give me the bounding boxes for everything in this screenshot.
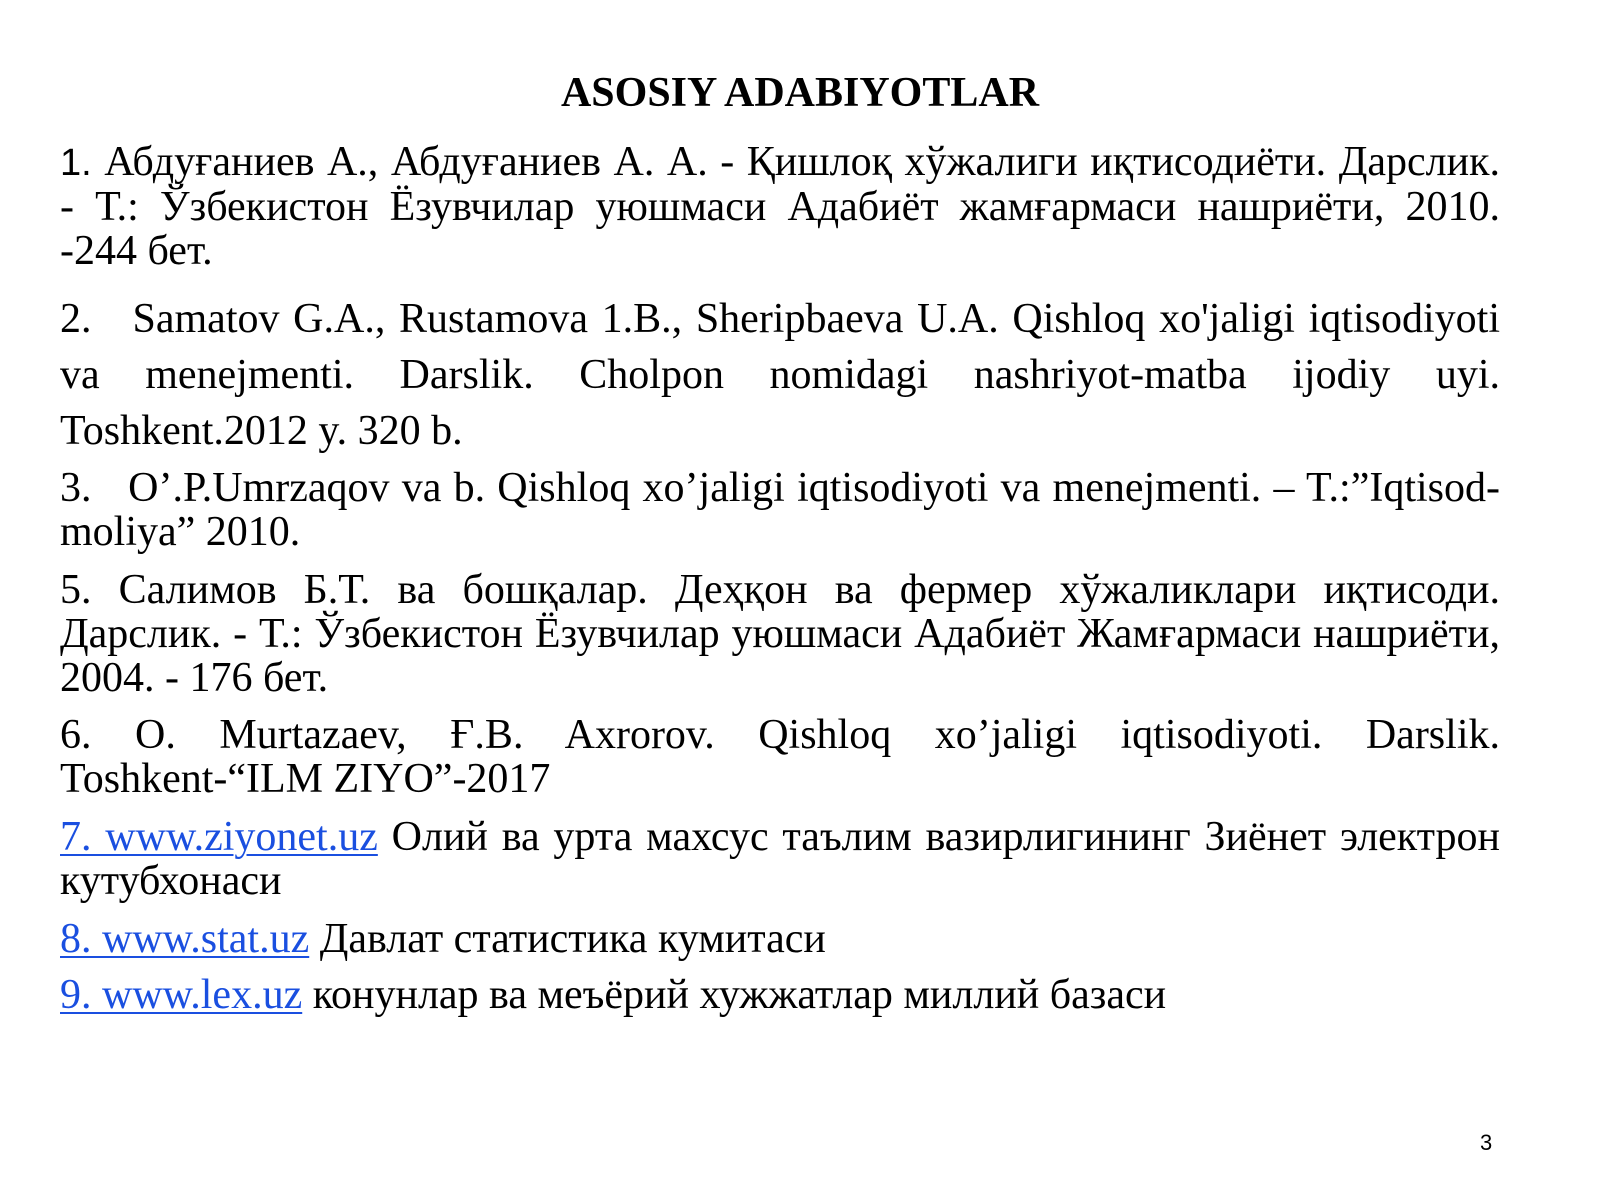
reference-text: Олий ва урта махсус таълим вазирлигининг Зиёнет электрон кутубхонаси bbox=[60, 814, 1501, 904]
reference-text: Давлат статистика кумитаси bbox=[309, 916, 826, 962]
reference-item-9 bbox=[60, 973, 1500, 1017]
reference-item-5 bbox=[60, 568, 1500, 700]
reference-text: 3. O’.P.Umrzaqov va b. Qishloq xo’jaligi iqtisodiyoti va menejmenti. – T.:”Iqtisod-moliya” 2010. bbox=[60, 465, 1500, 555]
reference-text: 2. Samatov G.A., Rustamova 1.B., Sheripbaeva U.A. Qishloq xo'jaligi iqtisodiyoti va menejmenti. Darslik. Cholpon nomidagi nashriyot-matba ijodiy uyi. Toshkent.2012 y. 320 b. bbox=[60, 296, 1500, 454]
page-title: ASOSIY ADABIYOTLAR bbox=[560, 70, 1040, 116]
reference-item-1 bbox=[60, 140, 1500, 273]
lex-link[interactable]: 9. www.lex.uz bbox=[60, 972, 303, 1018]
reference-text: конунлар ва меъёрий хужжатлар миллий базаси bbox=[302, 972, 1167, 1018]
reference-item-3 bbox=[60, 466, 1500, 554]
reference-text: Абдуғаниев А., Абдуғаниев А. А. - Қишлоқ хўжалиги иқтисодиёти. Дарслик. - Т.: Ўзбекистон Ёзувчилар уюшмаси Адабиёт жамғармаси нашриёти, 2010. -244 бет. bbox=[60, 139, 1500, 274]
stat-link[interactable]: 8. www.stat.uz bbox=[60, 916, 310, 962]
page-number: 3 bbox=[1480, 1130, 1493, 1155]
reference-text: 5. Салимов Б.Т. ва бошқалар. Деҳқон ва фермер хўжаликлари иқтисоди. Дарслик. - Т.: Ўзбекистон Ёзувчилар уюшмаси Адабиёт Жамғармаси нашриёти, 2004. - 176 бет. bbox=[60, 567, 1500, 701]
reference-item-2 bbox=[60, 291, 1500, 459]
reference-number: 1. bbox=[60, 142, 92, 184]
reference-item-8 bbox=[60, 917, 1500, 961]
reference-item-6 bbox=[60, 713, 1500, 801]
ziyonet-link[interactable]: 7. www.ziyonet.uz bbox=[60, 814, 378, 860]
reference-text: 6. O. Murtazaev, Ғ.B. Axrorov. Qishloq xo’jaligi iqtisodiyoti. Darslik. Toshkent-“ILM ZIYO”-2017 bbox=[60, 712, 1500, 802]
reference-item-7 bbox=[60, 815, 1500, 903]
